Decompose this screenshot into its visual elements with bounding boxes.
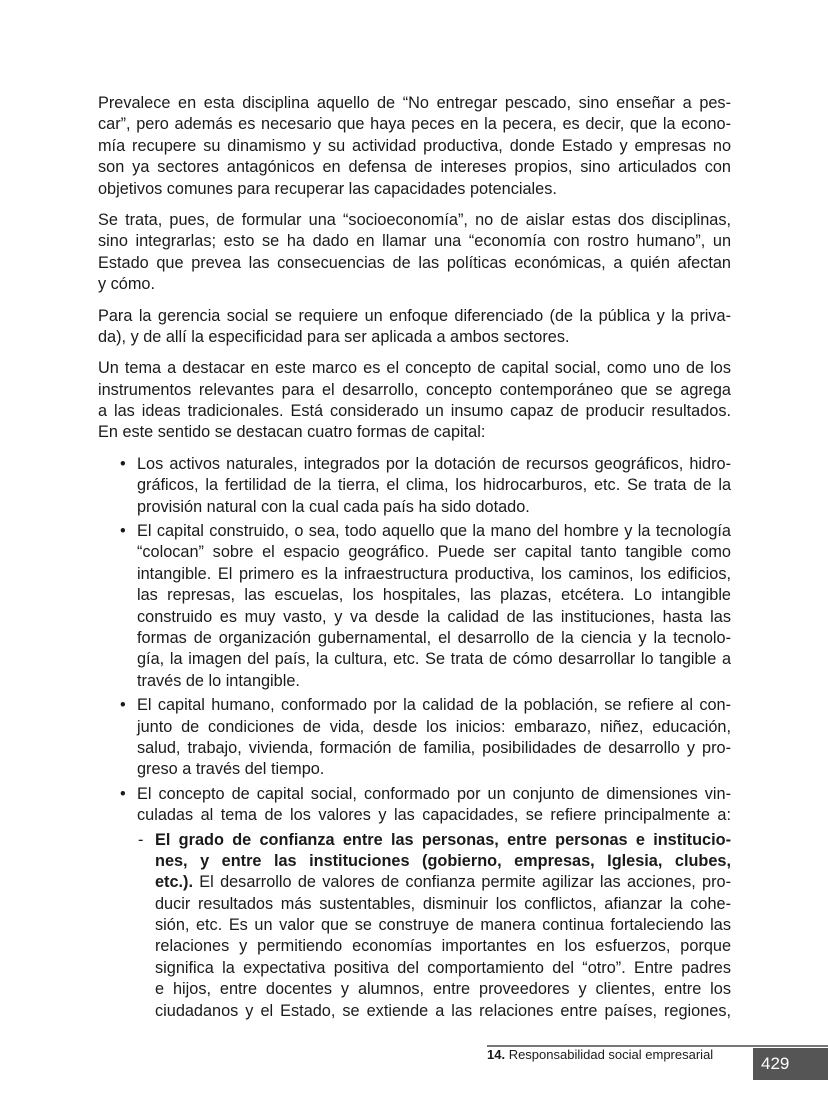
text-line: provisión natural con la cual cada país ha sido dotado. [137,497,530,516]
text-line: Para la gerencia social se requiere un enfoque diferenciado (de la pública y la priva- [98,306,731,325]
bullet-marker: • [120,696,126,715]
text-line: las represas, las escuelas, los hospitales, las plazas, etcétera. Lo intangible [137,586,731,605]
text-line: objetivos comunes para recuperar las capacidades potenciales. [98,179,557,198]
sub-item-bold-end: etc.). [155,873,194,892]
text-line: gráficos, la fertilidad de la tierra, el clima, los hidrocarburos, etc. Se trata de la [137,476,731,495]
text-line: ducir resultados más sustentables, disminuir los conflictos, afianzar la cohe- [155,894,731,913]
text-line: relaciones y permitiendo economías importantes en los esfuerzos, porque [155,937,731,956]
running-footer [487,1047,713,1063]
text-line: salud, trabajo, vivienda, formación de familia, posibilidades de desarrollo y pro- [137,738,731,757]
text-line: Un tema a destacar en este marco es el concepto de capital social, como uno de los [98,359,731,378]
text-line: Los activos naturales, integrados por la dotación de recursos geográficos, hidro- [137,454,731,473]
dash-marker: - [138,830,144,849]
sub-item-text: El desarrollo de valores de confianza permite agilizar las acciones, pro- [193,873,731,892]
sub-item-bold-line: El grado de confianza entre las personas, entre personas e institucio- [155,830,731,849]
text-line: El capital humano, conformado por la calidad de la población, se refiere al con- [137,696,731,715]
text-line: instrumentos relevantes para el desarrollo, concepto contemporáneo que se agrega [98,380,731,399]
bullet-list [98,454,731,827]
bullet-marker: • [120,784,126,803]
text-line: sión, etc. Es un valor que se construye de manera continua fortaleciendo las [155,916,731,935]
text-line: intangible. El primero es la infraestructura productiva, los caminos, los edificios, [137,564,731,583]
sub-list-item [98,830,731,1023]
text-line: car”, pero además es necesario que haya peces en la pecera, es decir, que la econo- [98,115,731,134]
text-line: El concepto de capital social, conformado por un conjunto de dimensiones vin- [137,784,731,803]
text-line: greso a través del tiempo. [137,760,325,779]
chapter-number: 14. [487,1047,506,1062]
text-line: da), y de allí la especificidad para ser aplicada a ambos sectores. [98,327,570,346]
sub-item-bold-line: nes, y entre las instituciones (gobierno, empresas, Iglesia, clubes, [155,851,731,870]
text-line: significa la expectativa positiva del comportamiento del “otro”. Entre padres [155,958,731,977]
sub-item-lines [155,894,731,1022]
text-line: junto de condiciones de vida, desde los inicios: embarazo, niñez, educación, [137,717,731,736]
bullet-item [98,454,731,518]
text-line: Prevalece en esta disciplina aquello de “No entregar pescado, sino enseñar a pes- [98,94,731,112]
text-line: culadas al tema de los valores y las capacidades, se refiere principalmente a: [137,806,731,825]
bullet-marker: • [120,522,126,541]
text-line: gía, la imagen del país, la cultura, etc. Se trata de cómo desarrollar lo tangible a [137,650,731,669]
text-line: Estado que prevea las consecuencias de las políticas económicas, a quién afectan [98,253,731,272]
text-line: “colocan” sobre el espacio geográfico. Puede ser capital tanto tangible como [137,543,731,562]
sub-item-mixed-line [155,872,731,893]
text-line: a las ideas tradicionales. Está considerado un insumo capaz de producir resultados. [98,402,731,421]
text-line: construido es muy vasto, y va desde la calidad de las instituciones, hasta las [137,607,731,626]
bullet-item [98,695,731,781]
paragraph [98,93,731,200]
text-line: En este sentido se destacan cuatro formas de capital: [98,423,486,442]
paragraph [98,358,731,444]
bullet-item [98,784,731,827]
text-line: sino integrarlas; esto se ha dado en llamar una “economía con rostro humano”, un [98,232,731,251]
chapter-title: Responsabilidad social empresarial [505,1047,714,1062]
text-line: formas de organización gubernamental, el desarrollo de la ciencia y la tecnolo- [137,628,731,647]
paragraph [98,210,731,296]
text-line: mía recupere su dinamismo y su actividad productiva, donde Estado y empresas no [98,136,731,155]
text-line: e hijos, entre docentes y alumnos, entre proveedores y clientes, entre los [155,980,731,999]
paragraphs [98,93,731,444]
paragraph [98,306,731,349]
bullet-item [98,521,731,692]
text-line: El capital construido, o sea, todo aquello que la mano del hombre y la tecnología [137,522,731,541]
text-line: través de lo intangible. [137,671,300,690]
bullet-marker: • [120,454,126,473]
text-line: y cómo. [98,275,156,294]
text-line: ciudadanos y el Estado, se extiende a las relaciones entre países, regiones, [155,1001,731,1020]
page-body [98,93,731,1022]
text-line: Se trata, pues, de formular una “socioeconomía”, no de aislar estas dos disciplinas, [98,210,731,229]
text-line: son ya sectores antagónicos en defensa de intereses propios, sino articulados con [98,158,731,177]
page-number: 429 [753,1048,828,1080]
